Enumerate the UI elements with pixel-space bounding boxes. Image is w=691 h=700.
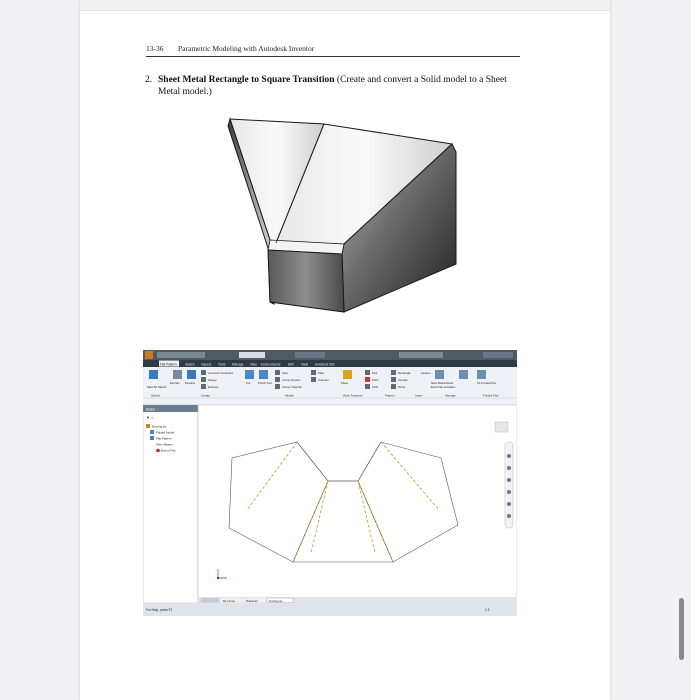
graphics-area[interactable]	[198, 405, 517, 603]
document-tab-my-home[interactable]: My Home	[223, 598, 235, 603]
ribbon-button-go-to-folded-part[interactable]: Go to Folded Part	[477, 382, 496, 385]
transition-model-figure	[218, 112, 466, 320]
ribbon-tab-inspect[interactable]: Inspect	[201, 362, 212, 367]
page-number: 13-36	[146, 44, 164, 53]
exercise-description: (Create and convert a Solid model to a Sheet Metal model.)	[158, 75, 507, 97]
ribbon-group-create: Create	[201, 393, 211, 398]
ribbon-button-ucs[interactable]: UCS	[372, 385, 378, 389]
filter-icon[interactable]: ▼ ⌂	[146, 415, 154, 420]
model-browser[interactable]	[143, 405, 198, 603]
exercise-number: 2.	[145, 75, 153, 85]
ribbon-group-insert: Insert	[415, 393, 423, 398]
ribbon-tab-view[interactable]: View	[250, 362, 257, 367]
ribbon-button-axis[interactable]: Axis	[372, 371, 378, 375]
ribbon-button-emboss[interactable]: Emboss	[208, 385, 219, 389]
ribbon-button-bend-order-annotation[interactable]: Bend Order Annotation	[431, 386, 456, 389]
ribbon-tab-sketch[interactable]: Sketch	[185, 362, 195, 367]
ribbon-tab-tools[interactable]: Tools	[218, 362, 226, 367]
running-title: Parametric Modeling with Autodesk Inventor	[178, 44, 315, 53]
browser-item-folded-model[interactable]: Folded Model	[156, 430, 175, 435]
ribbon-button-corner-chamfer[interactable]: Corner Chamfer	[282, 385, 303, 389]
ribbon-button-revolve[interactable]: Revolve	[185, 381, 196, 385]
ribbon-button-hole[interactable]: Hole	[282, 371, 288, 375]
exercise-title: Sheet Metal Rectangle to Square Transition	[158, 75, 335, 85]
window-controls-icon[interactable]	[483, 352, 513, 358]
ribbon-button-cut[interactable]: Cut	[246, 381, 251, 385]
ribbon-button-mirror[interactable]: Mirror	[398, 385, 406, 389]
ribbon-button-extrude[interactable]: Extrude	[170, 381, 180, 385]
ribbon-button-cosmetic-centerline[interactable]: Cosmetic Centerline	[208, 371, 234, 375]
ribbon-tab-flat-pattern[interactable]: Flat Pattern	[160, 362, 177, 367]
ribbon-group-modify: Modify	[285, 393, 294, 398]
browser-item-shim-master[interactable]: Shim Master	[156, 442, 173, 447]
ribbon-button-rectangle[interactable]: Rectangle	[398, 371, 411, 375]
exercise-text	[158, 75, 524, 98]
ribbon-button-feature[interactable]: Feature	[421, 371, 431, 375]
document-tab-rolled[interactable]: Rolled.ipt	[246, 598, 258, 603]
status-numbers: 1 2	[485, 608, 490, 612]
ribbon-group-work-features: Work Features	[343, 393, 363, 398]
ribbon-tab-vault[interactable]: Vault	[301, 362, 309, 367]
viewer-scrollbar[interactable]	[679, 598, 684, 660]
ribbon-tab-manage[interactable]: Manage	[232, 362, 244, 367]
ribbon-tab-environments[interactable]: Environments	[261, 362, 281, 367]
ribbon-button-start-2d-sketch[interactable]: Start 2D Sketch	[147, 385, 167, 389]
ribbon-group-folded-part: Folded Part	[483, 393, 499, 398]
ribbon-button-chamfer[interactable]: Chamfer	[318, 378, 329, 382]
ribbon-group-sketch: Sketch	[151, 393, 161, 398]
ribbon-button-sweep[interactable]: Sweep	[208, 378, 217, 382]
ribbon-group-manage: Manage	[445, 393, 456, 398]
ribbon-button-point[interactable]: Point	[372, 378, 379, 382]
status-text: For Help, press F1	[146, 608, 173, 612]
browser-item-end-of-flat[interactable]: End of Flat	[161, 448, 176, 453]
browser-item-flat-pattern[interactable]: Flat Pattern	[156, 436, 172, 441]
ribbon-button-punch-tool[interactable]: Punch Tool	[258, 381, 272, 385]
ribbon-button-corner-round[interactable]: Corner Round	[282, 378, 300, 382]
ribbon-button-circular[interactable]: Circular	[398, 378, 408, 382]
ribbon-tab-bim[interactable]: BIM	[288, 362, 294, 367]
page-top-gap	[80, 0, 610, 11]
running-header	[146, 44, 520, 57]
ribbon-tab-autodesk-360[interactable]: Autodesk 360	[315, 362, 335, 367]
view-cube-icon[interactable]	[495, 422, 508, 432]
browser-title[interactable]: Model	[146, 407, 155, 412]
inventor-window-screenshot	[143, 350, 517, 616]
browser-item-ducting[interactable]: Ducting.ipt	[152, 424, 167, 429]
document-tab-ducting[interactable]: Ducting.ipt	[269, 598, 283, 603]
ribbon-group-pattern: Pattern	[385, 393, 395, 398]
ribbon-button-plane[interactable]: Plane	[341, 381, 349, 385]
document-tab-controls[interactable]	[201, 598, 219, 603]
app-logo-icon[interactable]	[145, 351, 153, 359]
ribbon-button-fillet[interactable]: Fillet	[318, 371, 324, 375]
ribbon-button-sheet-metal-defaults[interactable]: Sheet Metal Defaults	[431, 382, 454, 385]
